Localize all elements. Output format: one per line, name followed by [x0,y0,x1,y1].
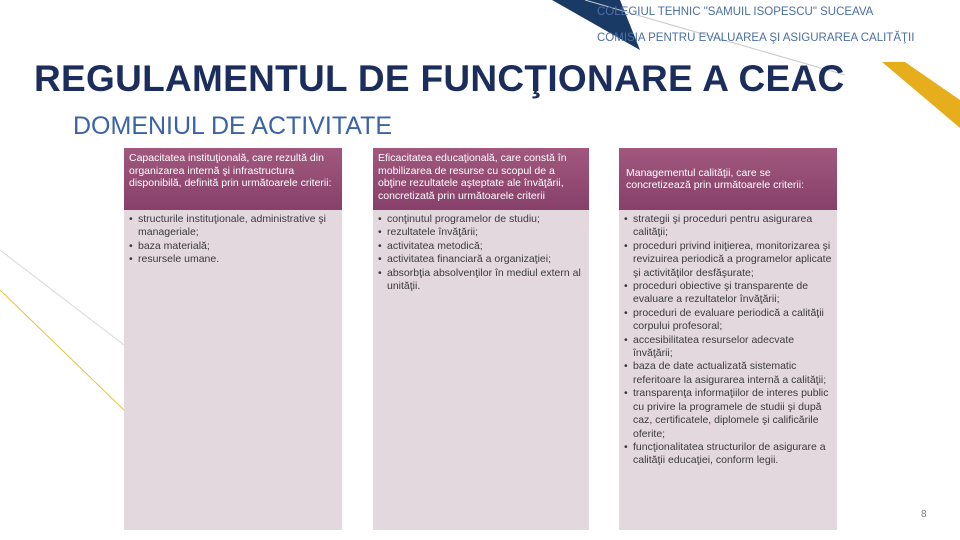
list-item: • funcţionalitatea structurilor de asigurare a calităţii educaţiei, conform legii. [624,441,832,468]
column-institutional-capacity [124,148,342,530]
column-heading: Eficacitatea educaţională, care constă în mobilizarea de resurse cu scopul de a obţine rezultatele aşteptate ale învăţării, concretizată prin următoarele criterii [373,148,589,210]
page-number: 8 [921,509,927,520]
list-item: • transparenţa informaţiilor de interes public cu privire la programele de studii şi după caz, certificatele, diplomele şi calificările oferite; [624,387,832,441]
list-item: • baza materială; [129,240,337,253]
gold-corner-band [882,62,960,128]
list-item: • proceduri obiective şi transparente de evaluare a rezultatelor învăţării; [624,280,832,307]
list-item: • rezultatele învăţării; [378,226,584,239]
column-quality-management [619,148,837,530]
column-educational-effectiveness [373,148,589,530]
list-item: • proceduri privind iniţierea, monitorizarea şi revizuirea periodică a programelor aplicate şi activităţilor desfăşurate; [624,240,832,280]
criteria-list [624,213,832,468]
criteria-list [129,213,337,267]
commission-name: COMISIA PENTRU EVALUAREA ŞI ASIGURAREA CALITĂŢII [597,32,915,44]
list-item: • resursele umane. [129,253,337,266]
gold-diagonal-line [0,290,124,410]
column-heading [619,148,837,210]
list-item: • absorbţia absolvenţilor în mediul extern al unităţii. [378,267,584,294]
school-name: COLEGIUL TEHNIC "SAMUIL ISOPESCU" SUCEAVA [597,6,874,18]
list-item: • structurile instituţionale, administrative şi manageriale; [129,213,337,240]
list-item: • activitatea financiară a organizaţiei; [378,253,584,266]
page-title: REGULAMENTUL DE FUNCŢIONARE A CEAC [34,58,845,99]
criteria-list [378,213,584,293]
gray-left-line [0,250,124,345]
list-item: • conţinutul programelor de studiu; [378,213,584,226]
list-item: • accesibilitatea resurselor adecvate învăţării; [624,334,832,361]
list-item: • proceduri de evaluare periodică a calităţii corpului profesoral; [624,307,832,334]
list-item: • activitatea metodică; [378,240,584,253]
list-item: • strategii şi proceduri pentru asigurarea calităţii; [624,213,832,240]
column-heading: Capacitatea instituţională, care rezultă din organizarea internă şi infrastructura disponibilă, definită prin următoarele criterii: [124,148,342,210]
column-heading-text: Managementul calităţii, care se concretizează prin următoarele criterii: [626,166,804,191]
page-subtitle: DOMENIUL DE ACTIVITATE [73,112,393,140]
list-item: • baza de date actualizată sistematic referitoare la asigurarea internă a calităţii; [624,360,832,387]
